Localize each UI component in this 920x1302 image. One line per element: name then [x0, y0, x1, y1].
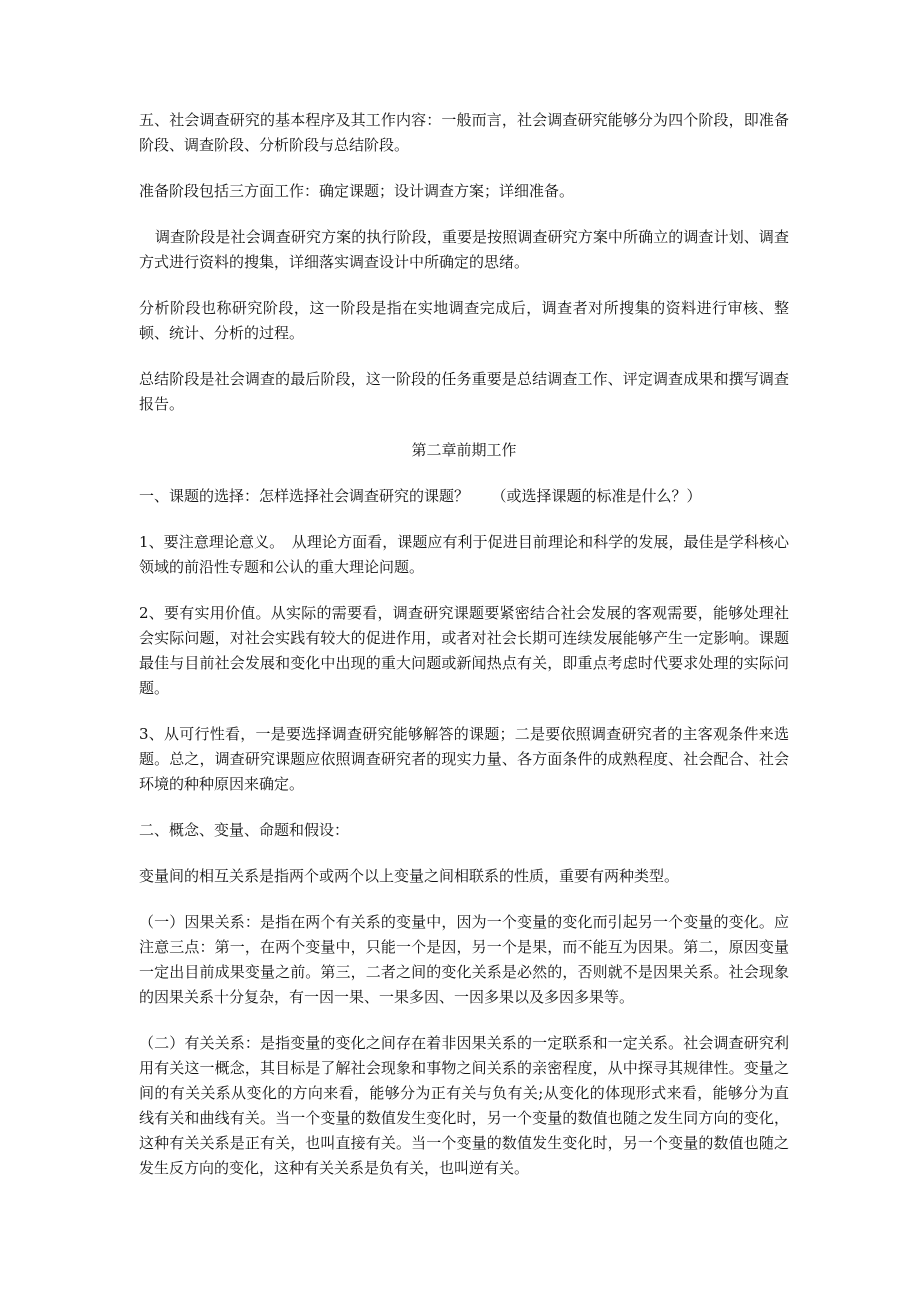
paragraph-analysis-stage: 分析阶段也称研究阶段，这一阶段是指在实地调查完成后，调查者对所搜集的资料进行审核、整顿、统计、分析的过程。 — [139, 299, 789, 342]
paragraph-causal-relation: （一）因果关系：是指在两个有关系的变量中，因为一个变量的变化而引起另一个变量的变化。应注意三点：第一，在两个变量中，只能一个是因，另一个是果，而不能互为因果。第二，原因变量一定出目前成果变量之前。第三，二者之间的变化关系是必然的，否则就不是因果关系。社会现象的因果关系十分复杂，有一因一果、一果多因、一因多果以及多因多果等。 — [139, 913, 789, 1006]
document-page — [139, 108, 789, 1202]
paragraph-procedure-overview: 五、社会调查研究的基本程序及其工作内容：一般而言，社会调查研究能够分为四个阶段，即准备阶段、调查阶段、分析阶段与总结阶段。 — [139, 111, 789, 154]
paragraph-concepts-variables: 二、概念、变量、命题和假设： — [139, 821, 350, 839]
paragraph-correlation-relation: （二）有关关系：是指变量的变化之间存在着非因果关系的一定联系和一定关系。社会调查研究利用有关这一概念，其目标是了解社会现象和事物之间关系的亲密程度，从中探寻其规律性。变量之间的有关关系从变化的方向来看，能够分为正有关与负有关;从变化的体现形式来看，能够分为直线有关和曲线有关。当一个变量的数值发生变化时，另一个变量的数值也随之发生同方向的变化，这种有关关系是正有关，也叫直接有关。当一个变量的数值发生变化时，另一个变量的数值也随之发生反方向的变化，这种有关关系是负有关，也叫逆有关。 — [139, 1034, 789, 1177]
paragraph-practical-value: 2、要有实用价值。从实际的需要看，调查研究课题要紧密结合社会发展的客观需要，能够处理社会实际问题，对社会实践有较大的促进作用，或者对社会长期可连续发展能够产生一定影响。课题最佳与目前社会发展和变化中出现的重大问题或新闻热点有关，即重点考虑时代要求处理的实际问题。 — [139, 604, 789, 697]
paragraph-preparation-stage: 准备阶段包括三方面工作：确定课题；设计调查方案；详细准备。 — [139, 182, 575, 200]
chapter-heading: 第二章前期工作 — [411, 441, 517, 459]
paragraph-summary-stage: 总结阶段是社会调查的最后阶段，这一阶段的任务重要是总结调查工作、评定调查成果和撰写调查报告。 — [139, 370, 789, 413]
paragraph-variable-relations: 变量间的相互关系是指两个或两个以上变量之间相联系的性质，重要有两种类型。 — [139, 867, 680, 885]
paragraph-theoretical-significance: 1、要注意理论意义。 从理论方面看，课题应有利于促进目前理论和科学的发展，最佳是学科核心领域的前沿性专题和公认的重大理论问题。 — [139, 533, 789, 576]
paragraph-topic-selection: 一、课题的选择：怎样选择社会调查研究的课题？ （或选择课题的标准是什么？） — [139, 487, 702, 505]
paragraph-feasibility: 3、从可行性看，一是要选择调查研究能够解答的课题；二是要依照调查研究者的主客观条件来选题。总之，调查研究课题应依照调查研究者的现实力量、各方面条件的成熟程度、社会配合、社会环境的种种原因来确定。 — [139, 725, 789, 793]
paragraph-investigation-stage: 调查阶段是社会调查研究方案的执行阶段，重要是按照调查研究方案中所确立的调查计划、调查方式进行资料的搜集，详细落实调查设计中所确定的思绪。 — [139, 228, 789, 271]
